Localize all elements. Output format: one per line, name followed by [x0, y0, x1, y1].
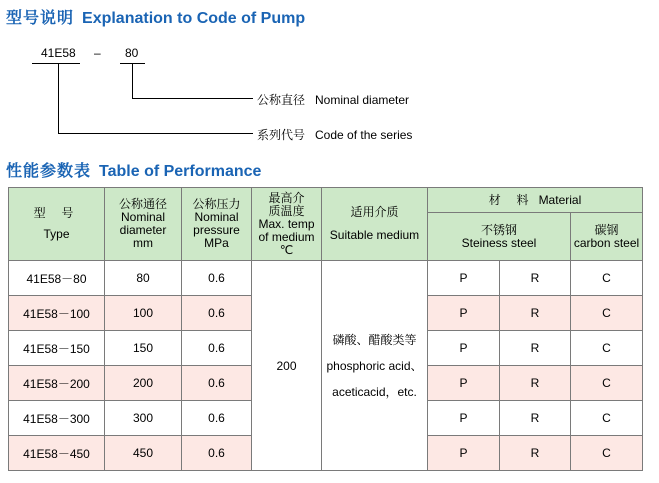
series-leader [58, 133, 253, 134]
cell-pressure: 0.6 [182, 366, 252, 401]
cell-type: 41E58－100 [9, 296, 105, 331]
cell-material-r: R [500, 436, 571, 471]
cell-temperature: 200 [252, 261, 322, 471]
cell-material-r: R [500, 296, 571, 331]
cell-material-c: C [571, 331, 643, 366]
cell-diameter: 450 [105, 436, 182, 471]
cell-type: 41E58－80 [9, 261, 105, 296]
series-code-label [257, 126, 412, 143]
header-pressure-zh: 公称压力 [192, 197, 241, 211]
cell-material-p: P [428, 261, 500, 296]
series-code-label-en: Code of the series [315, 128, 413, 142]
header-diameter-en2: diameter [119, 223, 167, 237]
performance-title-en: Table of Performance [99, 163, 262, 180]
header-pressure [182, 188, 252, 261]
header-temp-zh2: 质温度 [268, 203, 305, 218]
cell-material-p: P [428, 366, 500, 401]
cell-diameter: 150 [105, 331, 182, 366]
nominal-diameter-label [257, 91, 409, 108]
table-row [9, 261, 643, 296]
header-carbon-zh: 碳钢 [594, 222, 619, 237]
header-temp-zh1: 最高介 [268, 190, 305, 205]
header-stainless [428, 213, 571, 261]
header-temp-en1: Max. temp [258, 216, 315, 231]
cell-material-r: R [500, 261, 571, 296]
header-carbon [571, 213, 643, 261]
cell-medium [322, 261, 428, 471]
header-type-zh: 型 号 [33, 206, 80, 220]
header-material [428, 188, 643, 213]
cell-diameter: 200 [105, 366, 182, 401]
cell-medium-zh: 磷酸、醋酸类等 [332, 332, 417, 347]
cell-material-c: C [571, 296, 643, 331]
header-pressure-en2: pressure [193, 223, 240, 237]
header-temp-en2: of medium [258, 229, 315, 244]
diameter-leader [132, 98, 253, 99]
cell-diameter: 100 [105, 296, 182, 331]
cell-type: 41E58－150 [9, 331, 105, 366]
series-connector [58, 63, 59, 133]
cell-material-p: P [428, 401, 500, 436]
code-explanation-title-en: Explanation to Code of Pump [82, 10, 306, 27]
header-pressure-en1: Nominal [194, 210, 239, 224]
code-explanation-title-zh: 型号说明 [6, 8, 75, 27]
header-diameter-zh: 公称通径 [118, 197, 167, 211]
cell-pressure: 0.6 [182, 401, 252, 436]
model-underline [32, 63, 80, 64]
header-medium-en: Suitable medium [329, 228, 420, 242]
cell-pressure: 0.6 [182, 261, 252, 296]
code-explanation-heading [6, 5, 305, 28]
series-code-label-zh: 系列代号 [257, 128, 306, 142]
cell-pressure: 0.6 [182, 296, 252, 331]
performance-heading [6, 158, 261, 181]
header-pressure-en3: MPa [204, 236, 229, 250]
header-carbon-en: carbon steel [573, 235, 640, 250]
cell-type: 41E58－450 [9, 436, 105, 471]
header-temperature [252, 188, 322, 261]
diameter-connector [132, 63, 133, 98]
cell-material-c: C [571, 261, 643, 296]
code-dash: – [94, 46, 101, 60]
header-material-en: Material [538, 192, 582, 207]
cell-material-r: R [500, 366, 571, 401]
cell-material-p: P [428, 296, 500, 331]
header-diameter [105, 188, 182, 261]
header-diameter-en1: Nominal [120, 210, 165, 224]
cell-medium-en1: phosphoric acid、 [326, 358, 423, 373]
cell-material-c: C [571, 401, 643, 436]
cell-material-r: R [500, 401, 571, 436]
cell-type: 41E58－300 [9, 401, 105, 436]
cell-material-c: C [571, 366, 643, 401]
model-code: 41E58 [41, 46, 76, 60]
header-type [9, 188, 105, 261]
nominal-diameter-label-zh: 公称直径 [257, 93, 306, 107]
header-stainless-en: Steiness steel [461, 235, 537, 250]
cell-diameter: 80 [105, 261, 182, 296]
cell-type: 41E58－200 [9, 366, 105, 401]
header-medium-zh: 适用介质 [350, 205, 399, 219]
cell-material-c: C [571, 436, 643, 471]
header-material-zh: 材 料 [488, 192, 535, 207]
cell-medium-en2: aceticacid，etc. [332, 384, 417, 399]
cell-pressure: 0.6 [182, 436, 252, 471]
header-diameter-en3: mm [133, 236, 153, 250]
header-medium [322, 188, 428, 261]
cell-diameter: 300 [105, 401, 182, 436]
header-temp-unit: ℃ [279, 242, 294, 257]
nominal-diameter-label-en: Nominal diameter [315, 93, 410, 107]
cell-pressure: 0.6 [182, 331, 252, 366]
cell-material-r: R [500, 331, 571, 366]
cell-material-p: P [428, 436, 500, 471]
diameter-code: 80 [125, 46, 139, 60]
performance-table [8, 187, 643, 471]
cell-material-p: P [428, 331, 500, 366]
performance-title-zh: 性能参数表 [6, 161, 92, 180]
header-type-en: Type [43, 227, 70, 241]
header-stainless-zh: 不锈钢 [480, 222, 517, 237]
